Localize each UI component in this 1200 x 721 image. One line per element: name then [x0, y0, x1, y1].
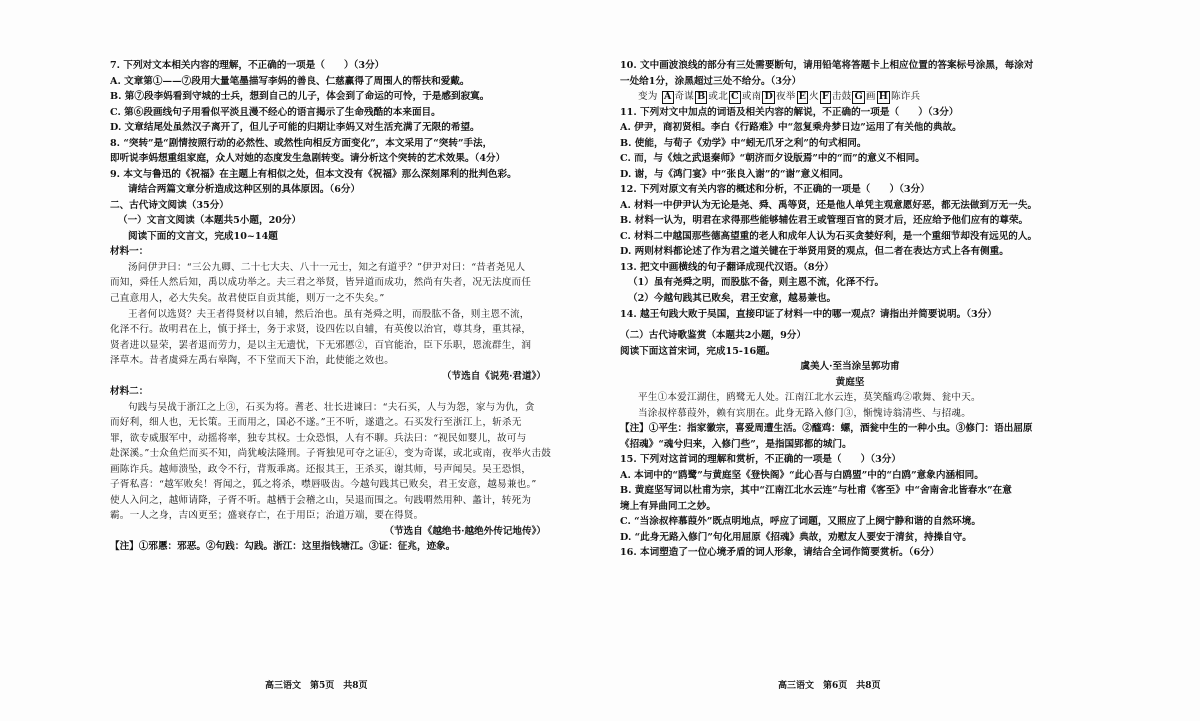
page-6-line: C. 而，与《烛之武退秦师》“朝济而夕设版焉”中的“而”的意义不相同。 — [620, 153, 925, 165]
page-6-line: B. 使能，与荀子《劝学》中“蚓无爪牙之利”的句式相同。 — [620, 137, 867, 149]
answer-mark-c: C — [731, 91, 739, 103]
page-6-line: 13. 把文中画横线的句子翻译成现代汉语。（8分） — [620, 261, 834, 273]
q10-segment-text: 火 — [809, 91, 819, 103]
page-6-footer: 高三语文 第6页 共8页 — [778, 681, 881, 691]
page-5-line: B. 第⑦段李妈看到守城的士兵，想到自己的儿子，体会到了命运的可怜，于是感到寂寞。 — [110, 91, 490, 103]
question-10-punctuation-text — [620, 89, 1080, 105]
page-6-line: 《招魂》“魂兮归来，入修门些”，是指国郢都的城门。 — [620, 438, 852, 450]
page-5-line: 9. 本文与鲁迅的《祝福》在主题上有相似之处，但本文没有《祝福》那么深刻犀利的批判色彩。 — [110, 168, 517, 180]
page-5-line: 子胥私喜：“越军败矣！胥闻之，狐之将杀，噤唇吸齿。今越句践其已败矣，君王安意，越易兼也。” — [110, 479, 537, 491]
page-6-line: B. 材料一认为，明君在求得那些能够辅佐君王或管理百官的贤才后，还应给予他们应有的尊荣。 — [620, 215, 1029, 227]
page-5-line: 赴深溪。”士众鱼烂而买不知，尚犹峻法隆刑。子胥独见可夺之证④，变为奇谋，或北或南，夜举火击鼓 — [110, 448, 552, 460]
page-6-line: A. 伊尹，商初贤相。李白《行路难》中“忽复乘舟梦日边”运用了有关他的典故。 — [620, 122, 962, 134]
page-5-line: 化泽不行。故明君在上，慎于择士，务于求贤，设四佐以自辅，有英俊以治官，尊其身，重其禄， — [110, 324, 532, 336]
answer-mark-d: D — [764, 91, 773, 103]
page-5-line: D. 文章结尾处虽然汉子离开了，但儿子可能的归期让李妈又对生活充满了无限的希望。 — [110, 122, 480, 134]
question-10-line-1: 10. 文中画波浪线的部分有三处需要断句，请用铅笔将答题卡上相应位置的答案标号涂黑，每涂对 — [620, 60, 1034, 71]
answer-mark-g: G — [854, 91, 863, 103]
page-5-line: 贤者进以显荣，罢者退而劳力，是以主无遗忧，下无邪慝②，百官能治，臣下乐职，恩流群生，润 — [110, 339, 532, 351]
page-5-line: 使人入问之，越师请降，子胥不听。越栖于会稽之山，吴退而围之。句践喟然用种、蠡计，转死为 — [110, 494, 532, 506]
page-6-line: D. 两则材料都论述了作为君之道关键在于举贤用贤的观点，但二者在表达方式上各有侧重。 — [620, 246, 1009, 258]
page-6-line: （二）古代诗歌鉴赏（本题共2小题，9分） — [620, 330, 807, 342]
page-5-line: 材料一： — [110, 246, 149, 258]
page-5-line: 8. “突转”是“剧情按照行动的必然性、或然性向相反方面变化”，本文采用了“突转”手法， — [110, 137, 493, 149]
page-6-line: A. 材料一中伊尹认为无论是尧、舜、禹等贤，还是他人单凭主观意愿好恶，都无法做到万无一失。 — [620, 199, 1038, 211]
answer-mark-a: A — [663, 91, 672, 103]
page-5-line: 罪，欲专威服军中，动摇将率，独专其权。士众恐惧，人有不聊。兵法曰：“视民如婴儿，故可与 — [110, 432, 527, 444]
page-6-content — [620, 58, 1080, 561]
page-5-line: 请结合两篇文章分析造成这种区别的具体原因。（6分） — [128, 184, 361, 196]
q10-segment-text: 或北 — [708, 91, 728, 103]
page-5-line: 霸。一人之身，吉凶更至；盛衰存亡，在于用臣；治道万端，要在得贤。 — [110, 510, 424, 522]
page-6-line: （1）虽有尧舜之明，而股肱不备，则主恩不流，化泽不行。 — [628, 277, 885, 289]
page-5-line: 句践与吴战于浙江之上③，石买为将。耆老、壮长进谏曰：“夫石买，人与为怨，家与为仇，贪 — [128, 401, 535, 413]
q10-segment-text: 画 — [865, 91, 876, 103]
page-6-line: 12. 下列对原文有关内容的概述和分析，不正确的一项是（ ）（3分） — [620, 184, 930, 196]
page-5-line: 己直意用人，必大失矣。故君使臣自贡其能，则万一之不失矣。” — [110, 292, 385, 304]
page-5-line: 阅读下面的文言文，完成10~14题 — [128, 230, 278, 242]
q10-segment-text: 击鼓 — [831, 91, 852, 103]
page-5-line: 【注】①邪慝：邪恶。②句践：勾践。浙江：这里指钱塘江。③证：征兆，迹象。 — [110, 541, 456, 553]
q10-segment-text: 夜举 — [775, 91, 796, 103]
page-5-content — [110, 58, 560, 555]
page-5-line: A. 文章第①——⑦段用大量笔墨描写李妈的善良、仁慈赢得了周围人的帮扶和爱戴。 — [110, 75, 470, 87]
page-6-line: D. 谢，与《鸿门宴》中“张良入谢”的“谢”意义相同。 — [620, 168, 849, 180]
page-6-line: 16. 本词塑造了一位心境矛盾的词人形象，请结合全词作简要赏析。（6分） — [620, 547, 940, 559]
page-5-line: 泽草木。昔者虞舜左禹右皋陶，不下堂而天下治，此使能之效也。 — [110, 355, 395, 367]
page-5-line: 二、古代诗文阅读（35分） — [110, 199, 229, 211]
page-5-line: 7. 下列对文本相关内容的理解，不正确的一项是（ ）（3分） — [110, 60, 385, 71]
page-6-line: 15. 下列对这首词的理解和赏析，不正确的一项是（ ）（3分） — [620, 454, 901, 466]
q10-segment-text: 或南 — [741, 91, 762, 103]
answer-mark-b: B — [697, 91, 706, 103]
page-5-footer: 高三语文 第5页 共8页 — [265, 681, 368, 691]
answer-mark-e: E — [798, 91, 807, 103]
q10-prefix: 变为 — [638, 91, 658, 103]
page-6-line: D. “此身无路入修门”句化用屈原《招魂》典故，劝慰友人要安于清贫，持操自守。 — [620, 531, 972, 543]
page-5-line: C. 第⑥段画线句子用看似平淡且漫不经心的语言揭示了生命残酷的本来面目。 — [110, 106, 441, 118]
page-6-line: （2）今越句践其已败矣，君王安意，越易兼也。 — [628, 292, 837, 304]
page-6-line: 阅读下面这首宋词，完成15-16题。 — [620, 345, 776, 357]
page-6-line: 境上有异曲同工之妙。 — [620, 500, 716, 512]
page-6-line: 当涂叔梓慕葭外，赖有宾朋在。此身无路入修门③，惭愧诗翁清些、与招魂。 — [638, 407, 971, 419]
page-5-line: （节选自《说苑·君道》） — [441, 370, 546, 382]
page-6-line: A. 本词中的“鸥鹭”与黄庭坚《登快阁》“此心吾与白鸥盟”中的“白鸥”意象内涵相同。 — [620, 469, 984, 481]
q10-segment-text: 奇谋 — [674, 91, 695, 103]
page-6-line: 11. 下列对文中加点的词语及相关内容的解说，不正确的一项是（ ）（3分） — [620, 106, 959, 118]
page-6-line: C. “当涂叔梓慕葭外”既点明地点，呼应了词题，又照应了上阕宁静和谐的自然环境。 — [620, 516, 981, 528]
page-6-line: C. 材料二中越国那些德高望重的老人和成年人认为石买贪婪好利，是一个重细节却没有远见的人。 — [620, 230, 1038, 242]
page-5-line: （一）文言文阅读（本题共5小题，20分） — [118, 215, 302, 227]
page-5-line: 画陈诈兵。越师溃坠，政令不行，背叛乖离。还报其王，王杀买，谢其师，号声闻吴。吴王恐惧， — [110, 463, 532, 475]
page-5-line: 而好利，细人也，无长策。王而用之，国必不遂。”王不听，遂遣之。石买发行至浙江上，斩杀无 — [110, 417, 522, 429]
page-6-line: 【注】①平生：指家徽宗，喜爱周遭生活。②醯鸡：螺，酒瓮中生的一种小虫。③修门：语出屈原 — [620, 423, 1033, 435]
page-5-line: 即听说李妈想重组家庭，众人对她的态度发生急剧转变。请分析这个突转的艺术效果。（4分） — [110, 153, 506, 165]
answer-mark-h: H — [878, 91, 888, 103]
page-6-line: 黄庭坚 — [835, 376, 865, 388]
question-10-line-2: 一处给1分，涂黑超过三处不给分。（3分） — [620, 75, 802, 87]
q10-segment-text: 陈诈兵 — [890, 91, 921, 103]
page-6-line: B. 黄庭坚写词以杜甫为宗，其中“江南江北水云连”与杜甫《客至》中“舍南舍北皆春水”在意 — [620, 485, 1012, 497]
page-6-line: 虞美人·至当涂呈郭功甫 — [800, 361, 900, 373]
page-5-line: （节选自《越绝书·越绝外传记地传》） — [384, 525, 546, 537]
page-6 — [600, 0, 1200, 721]
page-6-line: 14. 越王句践大败于吴国，直接印证了材料一中的哪一观点？请指出并简要说明。（3分） — [620, 308, 997, 320]
page-6-line: 平生①本爱江湖住，鸥鹭无人处。江南江北水云连，莫笑醯鸡②歌舞、瓮中天。 — [638, 392, 981, 404]
page-5-line: 而知，舜任人然后知，禹以成功举之。夫三君之举贤，皆异道而成功，然尚有失者，况无法度而任 — [110, 277, 532, 289]
answer-mark-f: F — [821, 91, 829, 103]
page-5-line: 汤问伊尹曰：“三公九卿、二十七大夫、八十一元士，知之有道乎？”伊尹对曰：“昔者尧见人 — [128, 261, 526, 273]
page-5-line: 王者何以选贤？夫王者得贤材以自辅，然后治也。虽有尧舜之明，而股肱不备，则主恩不流， — [128, 308, 530, 320]
page-5-line: 材料二： — [110, 386, 149, 398]
